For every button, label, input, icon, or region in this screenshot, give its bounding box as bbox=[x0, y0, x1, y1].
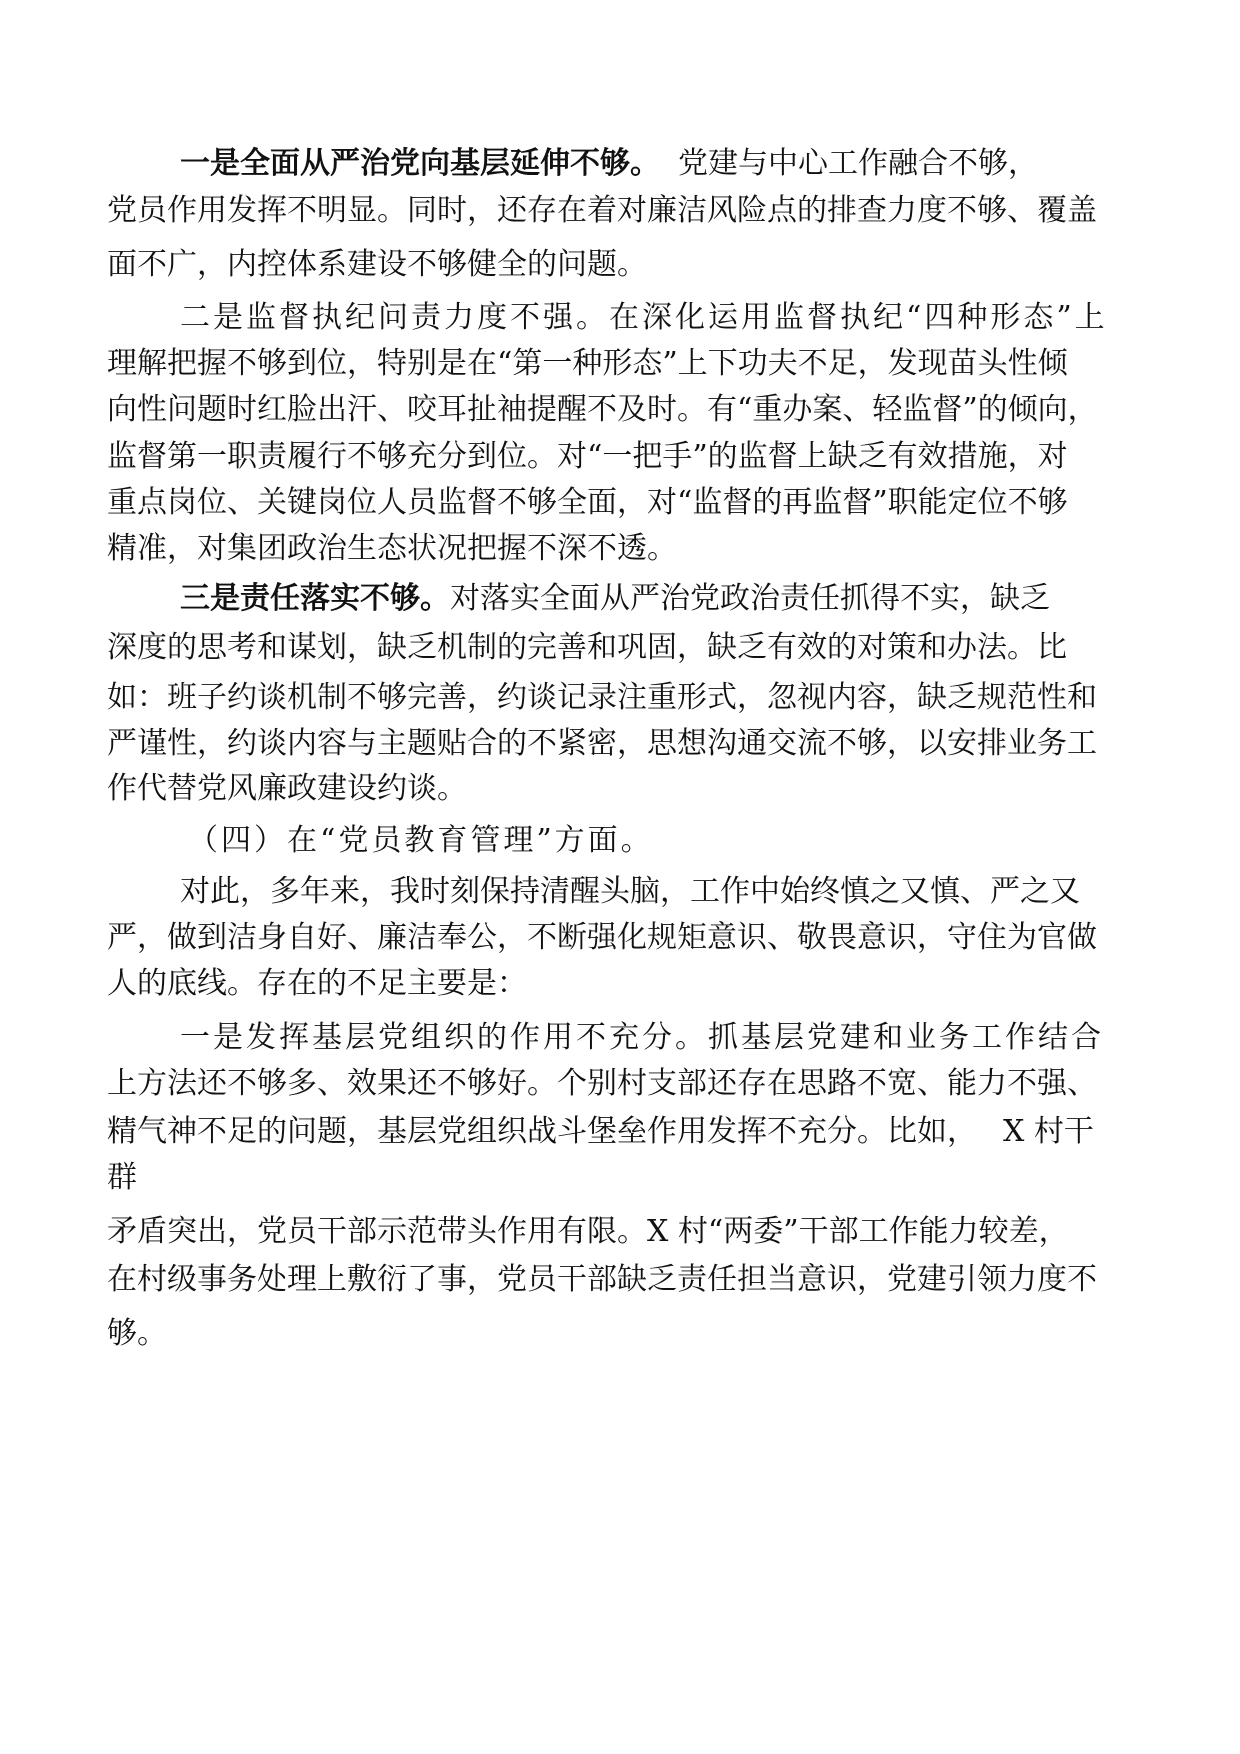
paragraph-3-line-1 bbox=[180, 581, 1050, 617]
paragraph-5-line-4: 群 bbox=[107, 1160, 137, 1195]
paragraph-2-line-4: 监督第一职责履行不够充分到位。对“一把手”的监督上缺乏有效措施，对 bbox=[107, 439, 1068, 474]
paragraph-2-line-3: 向性问题时红脸出汗、咬耳扯袖提醒不及时。有“重办案、轻监督”的倾向， bbox=[107, 392, 1098, 427]
paragraph-1-text: 党建与中心工作融合不够， bbox=[678, 146, 1038, 181]
paragraph-5-line-3-text: 精气神不足的问题，基层党组织战斗堡垒作用发挥不充分。比如， bbox=[107, 1114, 977, 1149]
paragraph-1-line-3: 面不广，内控体系建设不够健全的问题。 bbox=[107, 247, 647, 282]
paragraph-2-line-2: 理解把握不够到位，特别是在“第一种形态”上下功夫不足，发现苗头性倾 bbox=[107, 346, 1068, 381]
paragraph-3-line-5: 作代替党风廉政建设约谈。 bbox=[107, 771, 467, 806]
paragraph-3-line-2: 深度的思考和谋划，缺乏机制的完善和巩固，缺乏有效的对策和办法。比 bbox=[107, 630, 1067, 665]
paragraph-1-heading: 一是全面从严治党向基层延伸不够。 bbox=[180, 146, 660, 181]
paragraph-2-line-6: 精准，对集团政治生态状况把握不深不透。 bbox=[107, 531, 677, 566]
paragraph-2-line-1: 二是监督执纪问责力度不强。在深化运用监督执纪“四种形态”上 bbox=[180, 300, 1108, 335]
paragraph-5-line-1: 一是发挥基层党组织的作用不充分。抓基层党建和业务工作结合 bbox=[180, 1020, 1104, 1055]
paragraph-5-line-2: 上方法还不够多、效果还不够好。个别村支部还存在思路不宽、能力不强、 bbox=[107, 1066, 1097, 1101]
paragraph-3-heading: 三是责任落实不够。 bbox=[180, 581, 450, 616]
paragraph-4-line-2: 严，做到洁身自好、廉洁奉公，不断强化规矩意识、敬畏意识，守住为官做 bbox=[107, 920, 1097, 955]
paragraph-4-line-3: 人的底线。存在的不足主要是： bbox=[107, 966, 527, 1001]
paragraph-5-line-3 bbox=[107, 1114, 1094, 1150]
paragraph-1-line-2: 党员作用发挥不明显。同时，还存在着对廉洁风险点的排查力度不够、覆盖 bbox=[107, 193, 1097, 228]
paragraph-1-line-1 bbox=[180, 146, 1038, 182]
paragraph-4-line-1: 对此，多年来，我时刻保持清醒头脑，工作中始终慎之又慎、严之又 bbox=[180, 874, 1080, 909]
paragraph-5-line-5: 矛盾突出，党员干部示范带头作用有限。X 村“两委”干部工作能力较差， bbox=[107, 1214, 1069, 1249]
paragraph-5-line-7: 够。 bbox=[107, 1316, 167, 1351]
paragraph-5-line-3-tail: X 村干 bbox=[1003, 1114, 1094, 1149]
paragraph-3-line-3: 如：班子约谈机制不够完善，约谈记录注重形式，忽视内容，缺乏规范性和 bbox=[107, 680, 1097, 715]
paragraph-3-line-4: 严谨性，约谈内容与主题贴合的不紧密，思想沟通交流不够，以安排业务工 bbox=[107, 726, 1097, 761]
paragraph-2-line-5: 重点岗位、关键岗位人员监督不够全面，对“监督的再监督”职能定位不够 bbox=[107, 485, 1068, 520]
paragraph-3-text: 对落实全面从严治党政治责任抓得不实，缺乏 bbox=[450, 581, 1050, 616]
paragraph-5-line-6: 在村级事务处理上敷衍了事，党员干部缺乏责任担当意识，党建引领力度不 bbox=[107, 1262, 1097, 1297]
section-heading-4: （四）在“党员教育管理”方面。 bbox=[188, 823, 654, 858]
